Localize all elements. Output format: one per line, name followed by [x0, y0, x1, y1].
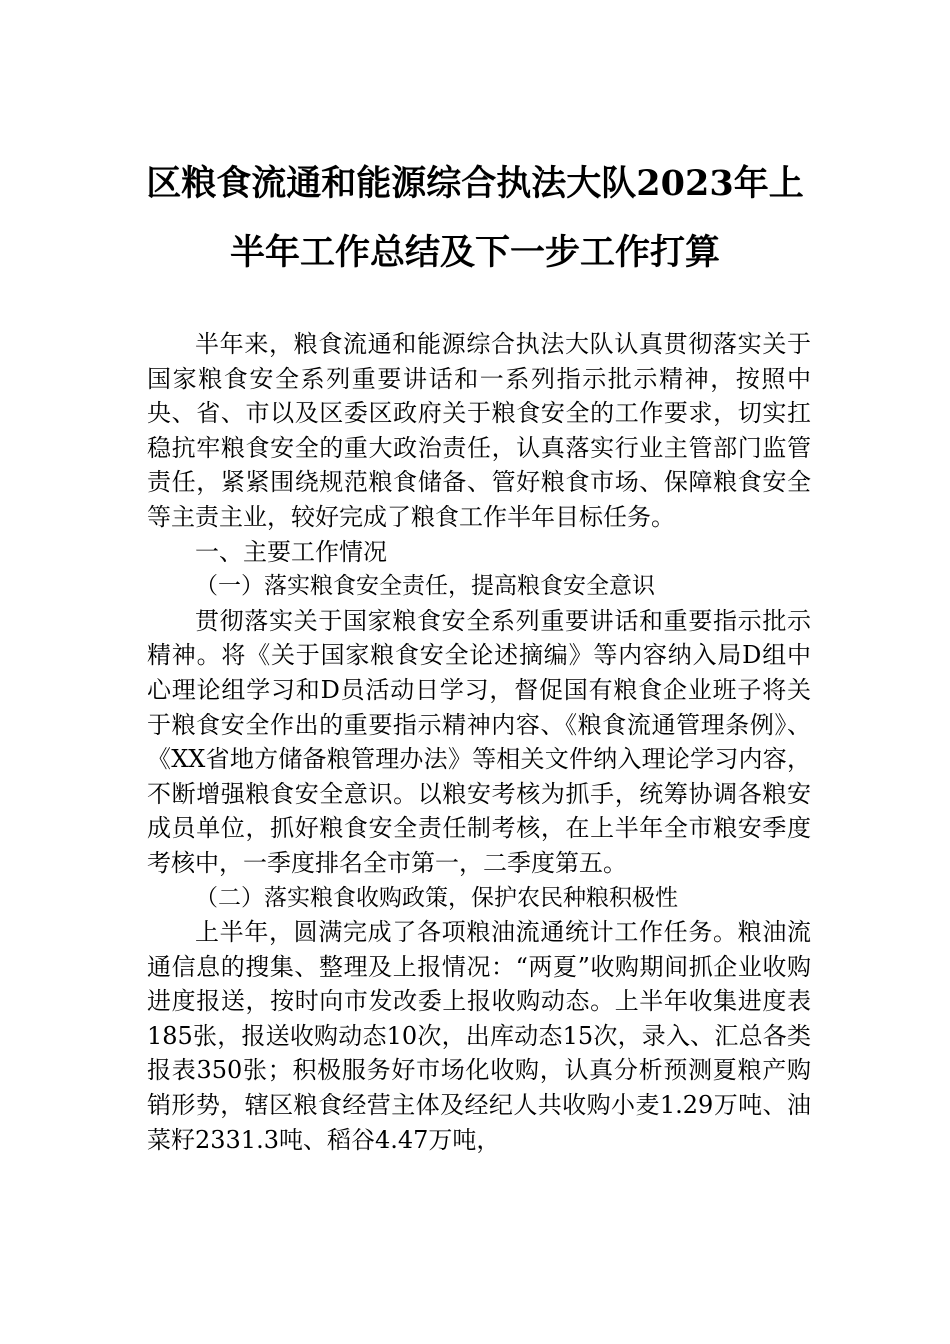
- subsection-1-paragraph: 贯彻落实关于国家粮食安全系列重要讲话和重要指示批示精神。将《关于国家粮食安全论述摘编》等内容纳入局D组中心理论组学习和D员活动日学习，督促国有粮食企业班子将关于粮食安全作出的重要指示精神内容、《粮食流通管理条例》、《XX省地方储备粮管理办法》等相关文件纳入理论学习内容，不断增强粮食安全意识。以粮安考核为抓手，统筹协调各粮安成员单位，抓好粮食安全责任制考核，在上半年全市粮安季度考核中，一季度排名全市第一，二季度第五。: [147, 606, 811, 877]
- subsection-heading-1: （一）落实粮食安全责任，提高粮食安全意识: [195, 573, 655, 600]
- subsection-2-paragraph: 上半年，圆满完成了各项粮油流通统计工作任务。粮油流通信息的搜集、整理及上报情况：“两夏”收购期间抓企业收购进度报送，按时向市发改委上报收购动态。上半年收集进度表185张，报送收购动态10次，出库动态15次，录入、汇总各类报表350张；积极服务好市场化收购，认真分析预测夏粮产购销形势，辖区粮食经营主体及经纪人共收购小麦1.29万吨、油菜籽2331.3吨、稻谷4.47万吨，: [147, 918, 811, 1154]
- document-title-line-2: 半年工作总结及下一步工作打算: [229, 232, 720, 273]
- subsection-heading-2: （二）落实粮食收购政策，保护农民种粮积极性: [195, 884, 678, 911]
- intro-paragraph: 半年来，粮食流通和能源综合执法大队认真贯彻落实关于国家粮食安全系列重要讲话和一系列指示批示精神，按照中央、省、市以及区委区政府关于粮食安全的工作要求，切实扛稳抗牢粮食安全的重大政治责任，认真落实行业主管部门监管责任，紧紧围绕规范粮食储备、管好粮食市场、保障粮食安全等主责主业，较好完成了粮食工作半年目标任务。: [147, 330, 811, 531]
- document-body: [147, 327, 811, 1157]
- document-title-line-1: 区粮食流通和能源综合执法大队2023年上: [146, 163, 804, 204]
- section-heading-main-work: 一、主要工作情况: [195, 537, 387, 566]
